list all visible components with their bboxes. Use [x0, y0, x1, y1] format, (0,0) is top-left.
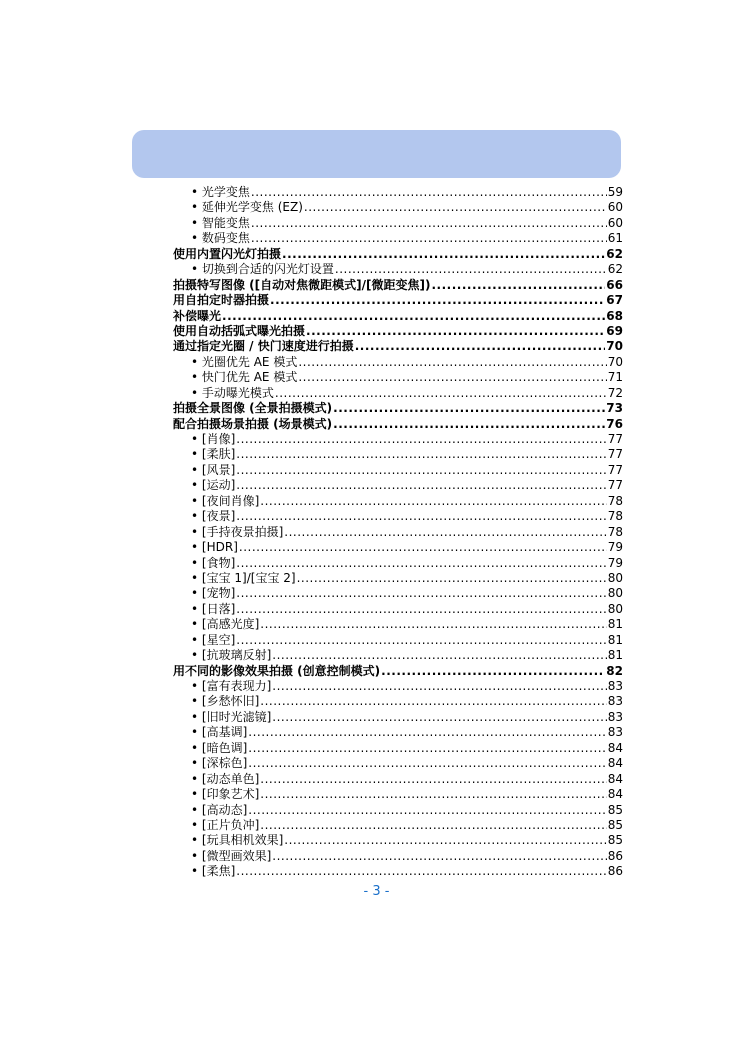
dot-leader [248, 756, 606, 771]
toc-entry-page: 60 [607, 215, 623, 230]
toc-section-link[interactable] [173, 309, 623, 324]
toc-section-link[interactable] [173, 664, 623, 679]
dot-leader [222, 309, 605, 324]
toc-entry-label: • [玩具相机效果] [191, 833, 283, 848]
toc-entry-label: 拍摄特写图像 ([自动对焦微距模式]/[微距变焦]) [173, 277, 431, 292]
toc-entry-page: 83 [607, 694, 623, 709]
toc-entry-page: 84 [607, 740, 623, 755]
dot-leader [260, 694, 606, 709]
toc-entry-label: 配合拍摄场景拍摄 (场景模式) [173, 416, 333, 431]
toc-entry-label: • 快门优先 AE 模式 [191, 370, 297, 385]
dot-leader [333, 401, 605, 416]
toc-entry-page: 78 [607, 509, 623, 524]
toc-entry-label: • [微型画效果] [191, 849, 271, 864]
toc-entry-label: • [高动态] [191, 803, 247, 818]
dot-leader [270, 293, 605, 308]
toc-entry-label: • [深棕色] [191, 756, 247, 771]
dot-leader [272, 710, 606, 725]
dot-leader [335, 262, 607, 277]
dot-leader [275, 386, 607, 401]
toc-entry-label: • [宝宝 1]/[宝宝 2] [191, 571, 296, 586]
toc-entry-page: 85 [607, 833, 623, 848]
toc-subsection-link[interactable] [173, 849, 623, 864]
toc-entry-page: 84 [607, 771, 623, 786]
toc-entry-label: • [高基调] [191, 725, 247, 740]
dot-leader [272, 679, 606, 694]
toc-subsection-link[interactable] [173, 200, 623, 215]
dot-leader [355, 339, 606, 354]
dot-leader [282, 247, 605, 262]
dot-leader [236, 556, 606, 571]
toc-entry-page: 86 [607, 848, 623, 863]
dot-leader [248, 803, 606, 818]
toc-subsection-link[interactable] [173, 679, 623, 694]
toc-subsection-link[interactable] [173, 833, 623, 848]
toc-entry-label: • [正片负冲] [191, 818, 259, 833]
toc-entry-page: 70 [607, 354, 623, 369]
toc-subsection-link[interactable] [173, 617, 623, 632]
toc-entry-page: 80 [607, 586, 623, 601]
toc-entry-label: 通过指定光圈 / 快门速度进行拍摄 [173, 339, 354, 354]
toc-entry-label: • 智能变焦 [191, 216, 250, 231]
dot-leader [284, 525, 606, 540]
dot-leader [333, 417, 605, 432]
dot-leader [236, 602, 606, 617]
toc-entry-label: 拍摄全景图像 (全景拍摄模式) [173, 401, 333, 416]
toc-entry-page: 86 [607, 864, 623, 879]
toc-entry-label: • [高感光度] [191, 617, 259, 632]
dot-leader [304, 200, 607, 215]
toc-entry-label: • [食物] [191, 556, 235, 571]
dot-leader [306, 324, 605, 339]
toc-entry-page: 67 [606, 293, 623, 308]
toc-subsection-link[interactable] [173, 525, 623, 540]
toc-subsection-link[interactable] [173, 494, 623, 509]
toc-entry-label: • [手持夜景拍摄] [191, 525, 283, 540]
toc-entry-page: 82 [606, 663, 623, 678]
toc-entry-label: • 手动曝光模式 [191, 386, 274, 401]
toc-subsection-link[interactable] [173, 386, 623, 401]
dot-leader [236, 633, 606, 648]
dot-leader [272, 648, 606, 663]
toc-subsection-link[interactable] [173, 463, 623, 478]
dot-leader [381, 664, 605, 679]
dot-leader [236, 478, 606, 493]
toc-subsection-link[interactable] [173, 355, 623, 370]
toc-entry-label: • [宠物] [191, 586, 235, 601]
toc-entry-label: • [运动] [191, 478, 235, 493]
toc-entry-page: 62 [606, 246, 623, 261]
toc-entry-page: 76 [606, 416, 623, 431]
dot-leader [260, 494, 606, 509]
toc-entry-label: 用不同的影像效果拍摄 (创意控制模式) [173, 663, 381, 678]
toc-entry-label: • 光学变焦 [191, 185, 250, 200]
toc-section-link[interactable] [173, 417, 623, 432]
toc-entry-page: 77 [607, 462, 623, 477]
toc-section-link[interactable] [173, 324, 623, 339]
header-band [132, 130, 621, 178]
toc-entry-label: • [动态单色] [191, 772, 259, 787]
toc-entry-page: 73 [606, 401, 623, 416]
toc-entry-page: 81 [607, 632, 623, 647]
dot-leader [248, 725, 606, 740]
toc-entry-page: 85 [607, 802, 623, 817]
toc-entry-page: 62 [607, 262, 623, 277]
toc-section-link[interactable] [173, 278, 623, 293]
toc-entry-label: • [风景] [191, 463, 235, 478]
toc-subsection-link[interactable] [173, 478, 623, 493]
toc-entry-label: • [旧时光滤镜] [191, 710, 271, 725]
toc-subsection-link[interactable] [173, 803, 623, 818]
toc-subsection-link[interactable] [173, 447, 623, 462]
dot-leader [251, 231, 607, 246]
toc-entry-label: • [HDR] [191, 540, 238, 555]
toc-subsection-link[interactable] [173, 216, 623, 231]
toc-subsection-link[interactable] [173, 185, 623, 200]
toc-entry-page: 60 [607, 200, 623, 215]
toc-subsection-link[interactable] [173, 586, 623, 601]
dot-leader [272, 849, 606, 864]
toc-subsection-link[interactable] [173, 694, 623, 709]
toc-entry-label: • [抗玻璃反射] [191, 648, 271, 663]
toc-subsection-link[interactable] [173, 509, 623, 524]
toc-entry-page: 79 [607, 555, 623, 570]
toc-subsection-link[interactable] [173, 710, 623, 725]
dot-leader [284, 833, 606, 848]
toc-subsection-link[interactable] [173, 633, 623, 648]
dot-leader [239, 540, 607, 555]
toc-entry-page: 84 [607, 756, 623, 771]
toc-entry-label: • [夜间肖像] [191, 494, 259, 509]
toc-subsection-link[interactable] [173, 556, 623, 571]
toc-entry-label: • [富有表现力] [191, 679, 271, 694]
dot-leader [431, 278, 605, 293]
dot-leader [236, 509, 606, 524]
toc-entry-page: 78 [607, 524, 623, 539]
dot-leader [260, 617, 606, 632]
page-number: - 3 - [363, 884, 390, 899]
dot-leader [251, 185, 607, 200]
toc-entry-page: 84 [607, 787, 623, 802]
toc-entry-label: • [夜景] [191, 509, 235, 524]
toc-entry-page: 72 [607, 385, 623, 400]
toc-entry-label: 补偿曝光 [173, 308, 222, 323]
toc-entry-label: • [日落] [191, 602, 235, 617]
dot-leader [260, 818, 606, 833]
toc-entry-label: 使用内置闪光灯拍摄 [173, 246, 282, 261]
toc-subsection-link[interactable] [173, 725, 623, 740]
toc-subsection-link[interactable] [173, 602, 623, 617]
toc-entry-page: 77 [607, 447, 623, 462]
dot-leader [297, 571, 607, 586]
toc-subsection-link[interactable] [173, 772, 623, 787]
toc-subsection-link[interactable] [173, 262, 623, 277]
toc-subsection-link[interactable] [173, 571, 623, 586]
toc-entry-page: 85 [607, 817, 623, 832]
toc-entry-label: 用自拍定时器拍摄 [173, 293, 270, 308]
toc-entry-page: 78 [607, 493, 623, 508]
dot-leader [260, 787, 606, 802]
toc-subsection-link[interactable] [173, 432, 623, 447]
dot-leader [236, 432, 606, 447]
dot-leader [260, 772, 606, 787]
toc-entry-page: 81 [607, 617, 623, 632]
toc-entry-label: • 数码变焦 [191, 231, 250, 246]
toc-entry-page: 81 [607, 648, 623, 663]
toc-entry-page: 68 [606, 308, 623, 323]
toc-entry-label: 使用自动括弧式曝光拍摄 [173, 323, 306, 338]
toc-section-link[interactable] [173, 339, 623, 354]
toc-subsection-link[interactable] [173, 741, 623, 756]
toc-entry-page: 77 [607, 478, 623, 493]
toc-entry-label: • [柔焦] [191, 864, 235, 879]
toc-entry-label: • 延伸光学变焦 (EZ) [191, 200, 303, 215]
toc-entry-label: • [乡愁怀旧] [191, 694, 259, 709]
table-of-contents [173, 185, 623, 880]
toc-entry-label: • 切换到合适的闪光灯设置 [191, 262, 334, 277]
toc-entry-label: • [印象艺术] [191, 787, 259, 802]
toc-entry-page: 71 [607, 370, 623, 385]
toc-section-link[interactable] [173, 247, 623, 262]
toc-entry-page: 83 [607, 725, 623, 740]
dot-leader [236, 586, 606, 601]
toc-entry-page: 69 [606, 323, 623, 338]
toc-subsection-link[interactable] [173, 818, 623, 833]
toc-subsection-link[interactable] [173, 864, 623, 879]
toc-subsection-link[interactable] [173, 756, 623, 771]
toc-entry-page: 83 [607, 709, 623, 724]
dot-leader [248, 741, 606, 756]
toc-entry-page: 59 [607, 185, 623, 199]
toc-entry-page: 83 [607, 679, 623, 693]
dot-leader [236, 864, 606, 879]
toc-entry-page: 77 [607, 432, 623, 446]
toc-subsection-link[interactable] [173, 787, 623, 802]
dot-leader [298, 370, 606, 385]
toc-subsection-link[interactable] [173, 540, 623, 555]
dot-leader [236, 463, 606, 478]
dot-leader [236, 447, 606, 462]
dot-leader [251, 216, 607, 231]
toc-entry-page: 61 [607, 231, 623, 246]
toc-subsection-link[interactable] [173, 370, 623, 385]
toc-subsection-link[interactable] [173, 231, 623, 246]
toc-section-link[interactable] [173, 401, 623, 416]
toc-entry-label: • [星空] [191, 633, 235, 648]
toc-entry-label: • [暗色调] [191, 741, 247, 756]
toc-entry-label: • [肖像] [191, 432, 235, 447]
toc-entry-page: 80 [607, 570, 623, 585]
toc-entry-page: 66 [606, 277, 623, 292]
toc-entry-page: 80 [607, 601, 623, 616]
toc-section-link[interactable] [173, 293, 623, 308]
toc-entry-label: • [柔肤] [191, 447, 235, 462]
toc-subsection-link[interactable] [173, 648, 623, 663]
toc-entry-label: • 光圈优先 AE 模式 [191, 355, 297, 370]
toc-entry-page: 70 [606, 339, 623, 354]
dot-leader [298, 355, 606, 370]
toc-entry-page: 79 [607, 540, 623, 555]
